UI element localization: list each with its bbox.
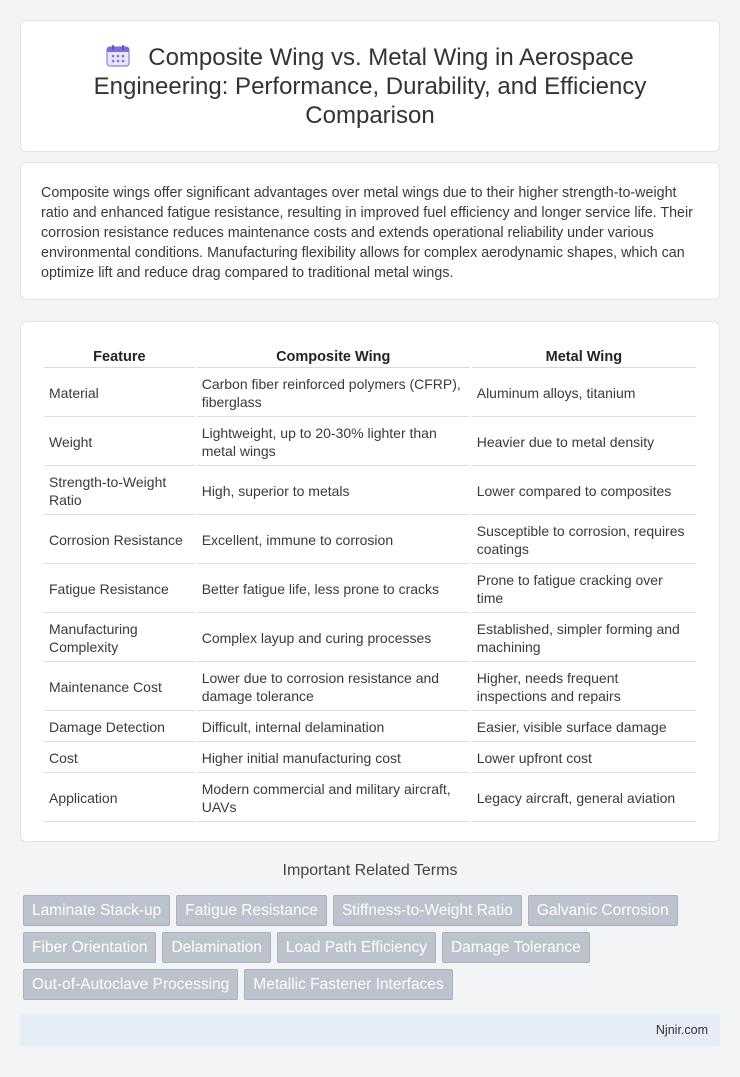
related-term-tag[interactable]: Metallic Fastener Interfaces [244, 969, 452, 1000]
composite-cell: Complex layup and curing processes [197, 615, 470, 662]
composite-cell: High, superior to metals [197, 468, 470, 515]
comparison-table [42, 340, 698, 824]
footer-brand[interactable]: Njnir.com [655, 1023, 708, 1037]
header-composite-wing: Composite Wing [197, 342, 470, 368]
table-row [44, 517, 696, 564]
table-row [44, 713, 696, 742]
metal-cell: Lower compared to composites [472, 468, 696, 515]
metal-cell: Legacy aircraft, general aviation [472, 775, 696, 822]
metal-cell: Susceptible to corrosion, requires coatings [472, 517, 696, 564]
related-terms-list [23, 895, 723, 1000]
feature-cell: Material [44, 370, 195, 417]
composite-cell: Excellent, immune to corrosion [197, 517, 470, 564]
composite-cell: Better fatigue life, less prone to cracks [197, 566, 470, 613]
table-row [44, 615, 696, 662]
related-term-tag[interactable]: Fiber Orientation [23, 932, 156, 963]
related-term-tag[interactable]: Stiffness-to-Weight Ratio [333, 895, 522, 926]
calendar-icon [106, 45, 130, 67]
related-term-tag[interactable]: Fatigue Resistance [176, 895, 327, 926]
feature-cell: Cost [44, 744, 195, 773]
metal-cell: Prone to fatigue cracking over time [472, 566, 696, 613]
related-term-tag[interactable]: Damage Tolerance [442, 932, 590, 963]
header-feature: Feature [44, 342, 195, 368]
related-term-tag[interactable]: Load Path Efficiency [277, 932, 436, 963]
footer [20, 1014, 720, 1046]
page-title-text: Composite Wing vs. Metal Wing in Aerospace Engineering: Performance, Durability, and Efficiency Comparison [93, 44, 647, 129]
table-row [44, 419, 696, 466]
table-row [44, 468, 696, 515]
related-terms-heading: Important Related Terms [282, 862, 458, 879]
table-row [44, 775, 696, 822]
metal-cell: Easier, visible surface damage [472, 713, 696, 742]
feature-cell: Damage Detection [44, 713, 195, 742]
table-header-row [44, 342, 696, 368]
composite-cell: Higher initial manufacturing cost [197, 744, 470, 773]
table-row [44, 664, 696, 711]
page-title [51, 43, 689, 130]
composite-cell: Lower due to corrosion resistance and damage tolerance [197, 664, 470, 711]
feature-cell: Weight [44, 419, 195, 466]
related-term-tag[interactable]: Laminate Stack-up [23, 895, 170, 926]
metal-cell: Heavier due to metal density [472, 419, 696, 466]
feature-cell: Application [44, 775, 195, 822]
metal-cell: Higher, needs frequent inspections and repairs [472, 664, 696, 711]
feature-cell: Corrosion Resistance [44, 517, 195, 564]
related-term-tag[interactable]: Galvanic Corrosion [528, 895, 678, 926]
composite-cell: Modern commercial and military aircraft, UAVs [197, 775, 470, 822]
related-term-tag[interactable]: Delamination [162, 932, 270, 963]
feature-cell: Maintenance Cost [44, 664, 195, 711]
metal-cell: Established, simpler forming and machining [472, 615, 696, 662]
composite-cell: Carbon fiber reinforced polymers (CFRP), fiberglass [197, 370, 470, 417]
table-row [44, 370, 696, 417]
composite-cell: Difficult, internal delamination [197, 713, 470, 742]
feature-cell: Strength-to-Weight Ratio [44, 468, 195, 515]
header-metal-wing: Metal Wing [472, 342, 696, 368]
metal-cell: Lower upfront cost [472, 744, 696, 773]
related-term-tag[interactable]: Out-of-Autoclave Processing [23, 969, 238, 1000]
table-row [44, 744, 696, 773]
table-row [44, 566, 696, 613]
comparison-table-card [20, 321, 720, 842]
composite-cell: Lightweight, up to 20-30% lighter than metal wings [197, 419, 470, 466]
summary-text: Composite wings offer significant advantages over metal wings due to their higher strength-to-weight ratio and enhanced fatigue resistance, resulting in improved fuel efficiency and longer service life. Their corrosion resistance reduces maintenance costs and extends operational reliability under various environmental conditions. Manufacturing flexibility allows for complex aerodynamic shapes, which can optimize lift and reduce drag compared to traditional metal wings. [41, 185, 693, 281]
summary-card [20, 162, 720, 300]
metal-cell: Aluminum alloys, titanium [472, 370, 696, 417]
title-card [20, 20, 720, 152]
feature-cell: Manufacturing Complexity [44, 615, 195, 662]
feature-cell: Fatigue Resistance [44, 566, 195, 613]
